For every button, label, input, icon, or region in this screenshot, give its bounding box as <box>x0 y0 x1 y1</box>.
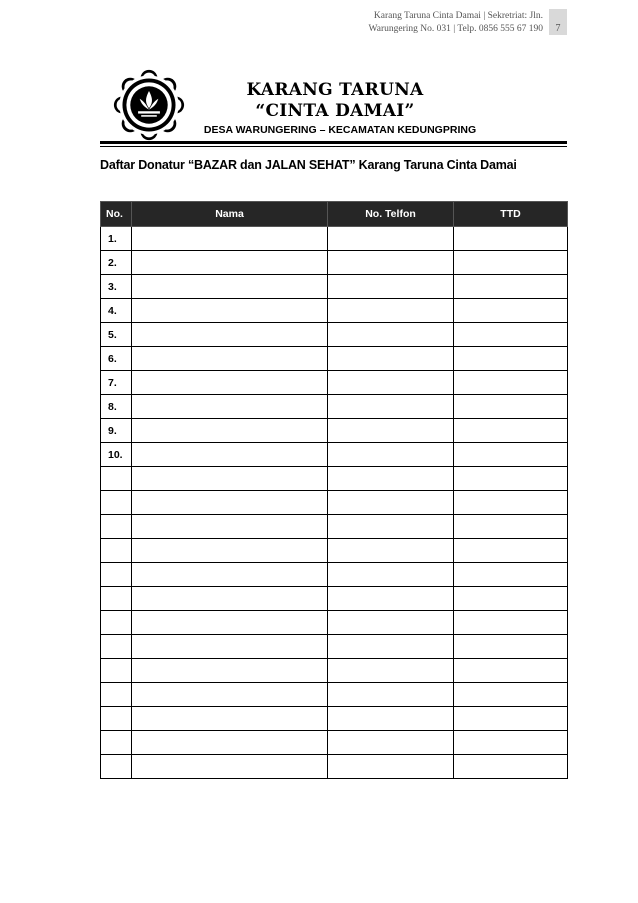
cell-telfon[interactable] <box>328 563 454 587</box>
cell-telfon[interactable] <box>328 683 454 707</box>
cell-telfon[interactable] <box>328 443 454 467</box>
cell-nama[interactable] <box>132 443 328 467</box>
organization-address: DESA WARUNGERING – KECAMATAN KEDUNGPRING <box>203 124 477 136</box>
cell-no <box>101 659 132 683</box>
organization-title <box>195 80 475 122</box>
header-nama: Nama <box>132 202 328 227</box>
cell-nama[interactable] <box>132 395 328 419</box>
cell-no: 9. <box>101 419 132 443</box>
cell-ttd[interactable] <box>454 323 568 347</box>
cell-telfon[interactable] <box>328 251 454 275</box>
cell-nama[interactable] <box>132 755 328 779</box>
letterhead-rule-thick <box>100 141 567 144</box>
table-row <box>101 419 568 443</box>
cell-nama[interactable] <box>132 371 328 395</box>
cell-telfon[interactable] <box>328 323 454 347</box>
cell-no: 10. <box>101 443 132 467</box>
table-row <box>101 707 568 731</box>
table-row <box>101 683 568 707</box>
cell-no <box>101 635 132 659</box>
cell-ttd[interactable] <box>454 347 568 371</box>
cell-telfon[interactable] <box>328 275 454 299</box>
cell-ttd[interactable] <box>454 251 568 275</box>
header-telfon: No. Telfon <box>328 202 454 227</box>
cell-no <box>101 491 132 515</box>
header-no: No. <box>101 202 132 227</box>
table-row <box>101 587 568 611</box>
table-row <box>101 275 568 299</box>
cell-no <box>101 563 132 587</box>
table-row <box>101 491 568 515</box>
cell-no <box>101 467 132 491</box>
header-ttd: TTD <box>454 202 568 227</box>
cell-ttd[interactable] <box>454 443 568 467</box>
cell-ttd[interactable] <box>454 659 568 683</box>
page-header-line-2: Warungering No. 031 | Telp. 0856 555 67 190 <box>368 24 543 34</box>
cell-no: 5. <box>101 323 132 347</box>
cell-no: 1. <box>101 227 132 251</box>
cell-ttd[interactable] <box>454 683 568 707</box>
donor-table <box>100 201 568 779</box>
cell-ttd[interactable] <box>454 611 568 635</box>
table-row <box>101 371 568 395</box>
cell-nama[interactable] <box>132 635 328 659</box>
cell-nama[interactable] <box>132 587 328 611</box>
cell-no <box>101 539 132 563</box>
table-row <box>101 467 568 491</box>
cell-telfon[interactable] <box>328 515 454 539</box>
cell-ttd[interactable] <box>454 755 568 779</box>
cell-nama[interactable] <box>132 611 328 635</box>
table-body <box>101 227 568 779</box>
cell-telfon[interactable] <box>328 611 454 635</box>
cell-telfon[interactable] <box>328 491 454 515</box>
cell-no: 2. <box>101 251 132 275</box>
organization-motto: “CINTA DAMAI” <box>255 101 415 121</box>
cell-telfon[interactable] <box>328 755 454 779</box>
cell-nama[interactable] <box>132 227 328 251</box>
table-row <box>101 635 568 659</box>
cell-ttd[interactable] <box>454 635 568 659</box>
cell-nama[interactable] <box>132 347 328 371</box>
cell-nama[interactable] <box>132 323 328 347</box>
cell-ttd[interactable] <box>454 395 568 419</box>
cell-telfon[interactable] <box>328 419 454 443</box>
cell-ttd[interactable] <box>454 419 568 443</box>
cell-no <box>101 755 132 779</box>
cell-ttd[interactable] <box>454 491 568 515</box>
cell-ttd[interactable] <box>454 731 568 755</box>
cell-nama[interactable] <box>132 491 328 515</box>
cell-ttd[interactable] <box>454 371 568 395</box>
cell-nama[interactable] <box>132 419 328 443</box>
cell-nama[interactable] <box>132 659 328 683</box>
cell-ttd[interactable] <box>454 299 568 323</box>
cell-no <box>101 515 132 539</box>
cell-nama[interactable] <box>132 467 328 491</box>
cell-telfon[interactable] <box>328 635 454 659</box>
cell-ttd[interactable] <box>454 563 568 587</box>
table-row <box>101 755 568 779</box>
table-row <box>101 659 568 683</box>
cell-no <box>101 707 132 731</box>
table-row <box>101 611 568 635</box>
cell-nama[interactable] <box>132 275 328 299</box>
cell-nama[interactable] <box>132 563 328 587</box>
cell-no: 3. <box>101 275 132 299</box>
table-row <box>101 539 568 563</box>
table-row <box>101 443 568 467</box>
letterhead-rule-thin <box>100 146 567 147</box>
table-row <box>101 227 568 251</box>
cell-telfon[interactable] <box>328 587 454 611</box>
cell-ttd[interactable] <box>454 539 568 563</box>
page-number: 7 <box>555 23 561 34</box>
cell-telfon[interactable] <box>328 659 454 683</box>
cell-nama[interactable] <box>132 683 328 707</box>
cell-telfon[interactable] <box>328 539 454 563</box>
table-row <box>101 563 568 587</box>
cell-no <box>101 683 132 707</box>
cell-telfon[interactable] <box>328 731 454 755</box>
table-row <box>101 347 568 371</box>
cell-ttd[interactable] <box>454 707 568 731</box>
table-row <box>101 731 568 755</box>
cell-no: 6. <box>101 347 132 371</box>
cell-ttd[interactable] <box>454 275 568 299</box>
cell-nama[interactable] <box>132 731 328 755</box>
table-row <box>101 515 568 539</box>
page-header-note <box>300 10 543 36</box>
cell-telfon[interactable] <box>328 707 454 731</box>
page-header-line-1: Karang Taruna Cinta Damai | Sekretriat: Jln. <box>373 11 543 21</box>
cell-telfon[interactable] <box>328 467 454 491</box>
cell-telfon[interactable] <box>328 299 454 323</box>
cell-telfon[interactable] <box>328 371 454 395</box>
cell-no: 8. <box>101 395 132 419</box>
cell-no: 4. <box>101 299 132 323</box>
table-row <box>101 323 568 347</box>
cell-no <box>101 611 132 635</box>
organization-name: KARANG TARUNA <box>246 80 424 100</box>
cell-telfon[interactable] <box>328 227 454 251</box>
cell-ttd[interactable] <box>454 227 568 251</box>
cell-nama[interactable] <box>132 299 328 323</box>
cell-nama[interactable] <box>132 539 328 563</box>
cell-ttd[interactable] <box>454 587 568 611</box>
page-number-box <box>549 9 567 35</box>
cell-nama[interactable] <box>132 707 328 731</box>
cell-no <box>101 587 132 611</box>
table-row <box>101 299 568 323</box>
cell-telfon[interactable] <box>328 395 454 419</box>
cell-telfon[interactable] <box>328 347 454 371</box>
cell-ttd[interactable] <box>454 467 568 491</box>
cell-ttd[interactable] <box>454 515 568 539</box>
document-title: Daftar Donatur “BAZAR dan JALAN SEHAT” Karang Taruna Cinta Damai <box>100 158 517 172</box>
table-row <box>101 251 568 275</box>
table-header-row <box>101 202 568 227</box>
table-row <box>101 395 568 419</box>
cell-nama[interactable] <box>132 251 328 275</box>
cell-nama[interactable] <box>132 515 328 539</box>
cell-no <box>101 731 132 755</box>
cell-no: 7. <box>101 371 132 395</box>
